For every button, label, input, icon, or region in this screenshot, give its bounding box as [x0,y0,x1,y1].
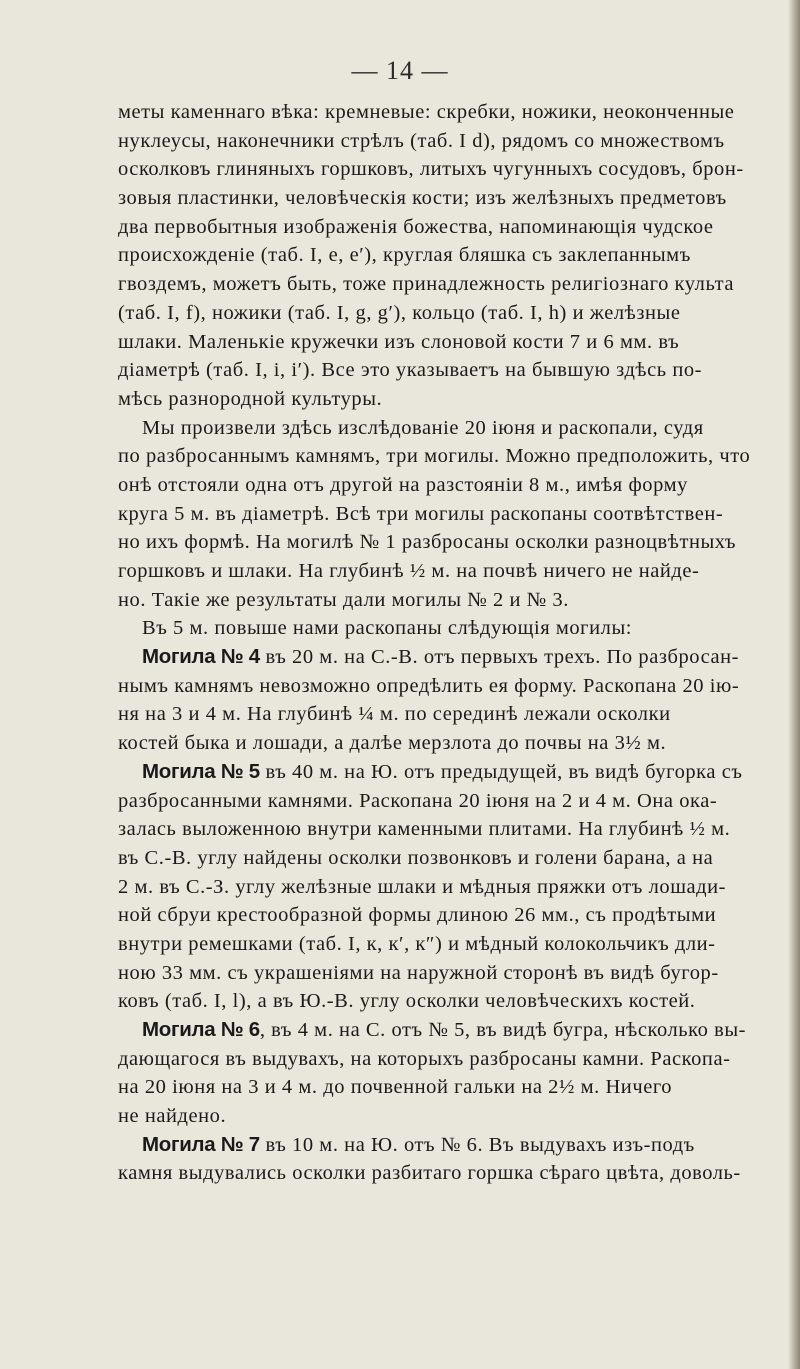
text-line [118,1159,758,1188]
text-line [118,959,758,988]
text-line [118,987,758,1016]
text-line [118,614,758,643]
text-line-content: дающагося въ выдувахъ, на которыхъ разбросаны камни. Раскопа- [118,1047,731,1070]
text-line-content: (таб. I, f), ножики (таб. I, g, g′), кольцо (таб. I, h) и желѣзные [118,301,681,324]
text-line-content: въ 10 м. на Ю. отъ № 6. Въ выдувахъ изъ-подъ [259,1133,695,1156]
text-line [118,643,758,672]
text-line-content: по разбросаннымъ камнямъ, три могилы. Можно предположить, что [118,445,751,468]
text-line [118,356,758,385]
page-text [118,98,758,1188]
text-line-content: ной сбруи крестообразной формы длиною 26 мм., съ продѣтыми [118,904,717,927]
grave-heading: Могила № 5 [142,759,260,783]
text-line [118,385,758,414]
text-line-content: шлаки. Маленькіе кружечки изъ слоновой кости 7 и 6 мм. въ [118,330,680,353]
grave-heading: Могила № 6 [142,1018,260,1041]
text-line [118,442,758,471]
text-line-content: но ихъ формѣ. На могилѣ № 1 разбросаны осколки разноцвѣтныхъ [118,531,736,554]
page-number: — 14 — [351,56,449,85]
text-line [118,1073,758,1102]
text-line-content: круга 5 м. въ діаметрѣ. Всѣ три могилы раскопаны соотвѣтствен- [118,502,724,525]
text-line-content: костей быка и лошади, а далѣе мерзлота до почвы на 3½ м. [118,732,667,755]
text-line-content: зовыя пластинки, человѣческія кости; изъ желѣзныхъ предметовъ [118,187,727,210]
text-line [118,672,758,701]
text-line-content: два первобытныя изображенія божества, напоминающія чудское [118,215,714,238]
text-line-content: но. Такіе же результаты дали могилы № 2 и № 3. [118,588,569,611]
text-line-content: Въ 5 м. повыше нами раскопаны слѣдующія могилы: [142,617,633,640]
text-line-content: въ 20 м. на С.-В. отъ первыхъ трехъ. По разбросан- [259,646,740,669]
text-line-content: нымъ камнямъ невозможно опредѣлить ея форму. Раскопана 20 ію- [118,674,740,697]
text-line-content: діаметрѣ (таб. I, i, i′). Все это указываетъ на бывшую здѣсь по- [118,359,703,382]
text-line [118,758,758,787]
text-line [118,213,758,242]
text-line-content: залась выложенною внутри каменными плитами. На глубинѣ ½ м. [118,818,731,841]
text-line-content: 2 м. въ С.-З. углу желѣзные шлаки и мѣдныя пряжки отъ лошади- [118,875,727,898]
text-line [118,1016,758,1045]
text-line-content: въ 40 м. на Ю. отъ предыдущей, въ видѣ бугорка съ [259,760,743,783]
text-line-content: Мы произвели здѣсь изслѣдованіе 20 іюня и раскопали, судя [142,416,704,439]
text-line [118,270,758,299]
text-line-content: осколковъ глиняныхъ горшковъ, литыхъ чугунныхъ сосудовъ, брон- [118,158,744,181]
text-line [118,328,758,357]
text-line [118,901,758,930]
text-line [118,155,758,184]
text-line [118,700,758,729]
text-line [118,127,758,156]
text-line [118,98,758,127]
text-line [118,414,758,443]
text-line-content: ковъ (таб. I, l), а въ Ю.-В. углу осколки человѣческихъ костей. [118,990,696,1013]
text-line [118,1131,758,1160]
text-line-content: разбросанными камнями. Раскопана 20 іюня на 2 и 4 м. Она ока- [118,789,718,812]
text-line-content: онѣ отстояли одна отъ другой на разстояніи 8 м., имѣя форму [118,473,688,496]
text-line-content: на 20 іюня на 3 и 4 м. до почвенной гальки на 2½ м. Ничего [118,1076,673,1099]
text-line [118,299,758,328]
text-line [118,1045,758,1074]
text-line [118,241,758,270]
text-line [118,844,758,873]
text-line [118,815,758,844]
text-line [118,1102,758,1131]
text-line-content: , въ 4 м. на С. отъ № 5, въ видѣ бугра, нѣсколько вы- [259,1019,747,1041]
text-line-content: камня выдувались осколки разбитаго горшка сѣраго цвѣта, доволь- [118,1162,741,1185]
text-line-content: ня на 3 и 4 м. На глубинѣ ¼ м. по серединѣ лежали осколки [118,703,671,726]
text-line-content: горшковъ и шлаки. На глубинѣ ½ м. на почвѣ ничего не найде- [118,560,700,582]
text-line [118,184,758,213]
text-line-content: въ С.-В. углу найдены осколки позвонковъ и голени барана, а на [118,846,714,869]
text-line-content: ною 33 мм. съ украшеніями на наружной сторонѣ въ видѣ бугор- [118,961,719,984]
text-line [118,471,758,500]
page-edge-shadow [788,0,800,1369]
text-line [118,930,758,959]
text-line [118,873,758,902]
text-line-content: меты каменнаго вѣка: кремневые: скребки, ножики, неоконченные [118,101,735,123]
text-line-content: гвоздемъ, можетъ быть, тоже принадлежность религіознаго культа [118,273,734,296]
text-line-content: внутри ремешками (таб. I, к, к′, к″) и мѣдный колокольчикъ дли- [118,932,716,955]
text-line-content: нуклеусы, наконечники стрѣлъ (таб. I d), рядомъ со множествомъ [118,129,725,152]
text-line [118,787,758,816]
text-line [118,528,758,557]
text-line-content: не найдено. [118,1105,227,1128]
text-line [118,729,758,758]
text-line-content: мѣсь разнородной культуры. [118,387,383,410]
text-line [118,557,758,586]
text-line-content: происхожденіе (таб. I, e, e′), круглая бляшка съ заклепаннымъ [118,244,691,267]
text-line [118,500,758,529]
grave-heading: Могила № 7 [142,1132,260,1156]
text-line [118,586,758,615]
grave-heading: Могила № 4 [142,645,260,669]
